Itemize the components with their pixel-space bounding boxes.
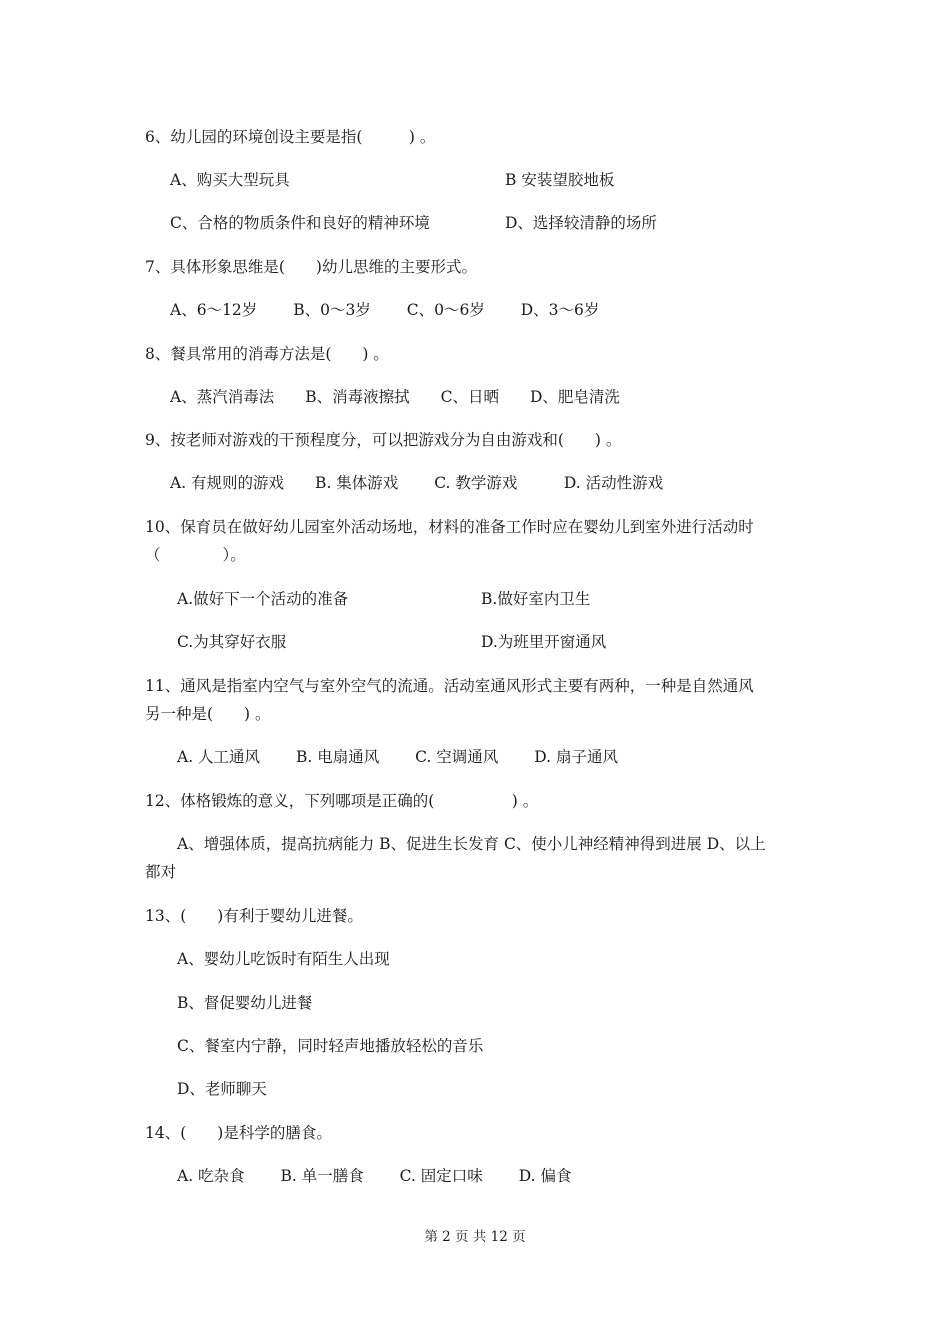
question-7-stem: 7、具体形象思维是( )幼儿思维的主要形式。 [145,258,477,276]
question-6-option-c: C、合格的物质条件和良好的精神环境 [170,214,430,232]
page-number-footer: 第 2 页 共 12 页 [424,1229,526,1245]
question-10-option-c: C.为其穿好衣服 [177,633,287,651]
question-10-stem-line2: （ ）。 [145,546,246,564]
question-14-options: A. 吃杂食 B. 单一膳食 C. 固定口味 D. 偏食 [177,1167,572,1185]
question-11-stem-line2: 另一种是( ) 。 [145,705,271,723]
question-8-stem: 8、餐具常用的消毒方法是( ) 。 [145,345,389,363]
question-13-option-a: A、婴幼儿吃饭时有陌生人出现 [177,950,390,968]
question-9-stem: 9、按老师对游戏的干预程度分，可以把游戏分为自由游戏和( ) 。 [145,431,622,449]
question-10-option-d: D.为班里开窗通风 [481,633,607,651]
question-12-options-line1: A、增强体质，提高抗病能力 B、促进生长发育 C、使小儿神经精神得到进展 D、以上 [177,835,766,853]
question-11-stem-line1: 11、通风是指室内空气与室外空气的流通。活动室通风形式主要有两种，一种是自然通风 [145,677,754,695]
question-11-options: A. 人工通风 B. 电扇通风 C. 空调通风 D. 扇子通风 [177,748,618,766]
question-6-option-a: A、购买大型玩具 [170,171,290,189]
question-8-options: A、蒸汽消毒法 B、消毒液擦拭 C、日晒 D、肥皂清洗 [170,388,620,406]
question-6-option-d: D、选择较清静的场所 [505,214,657,232]
question-12-stem: 12、体格锻炼的意义，下列哪项是正确的( ) 。 [145,792,539,810]
question-10-option-a: A.做好下一个活动的准备 [177,590,349,608]
question-6-stem: 6、幼儿园的环境创设主要是指( ) 。 [145,128,436,146]
question-6-option-b: B 安装望胶地板 [505,171,615,189]
question-10-option-b: B.做好室内卫生 [481,590,591,608]
question-14-stem: 14、( )是科学的膳食。 [145,1124,332,1142]
question-12-options-line2: 都对 [145,863,177,881]
question-13-option-d: D、老师聊天 [177,1080,267,1098]
question-13-option-b: B、督促婴幼儿进餐 [177,994,313,1012]
question-13-stem: 13、( )有利于婴幼儿进餐。 [145,907,363,925]
question-13-option-c: C、餐室内宁静，同时轻声地播放轻松的音乐 [177,1037,484,1055]
question-7-options: A、6～12岁 B、0～3岁 C、0～6岁 D、3～6岁 [170,301,600,319]
question-10-stem-line1: 10、保育员在做好幼儿园室外活动场地，材料的准备工作时应在婴幼儿到室外进行活动时 [145,518,754,536]
question-9-options: A. 有规则的游戏 B. 集体游戏 C. 教学游戏 D. 活动性游戏 [170,474,664,492]
